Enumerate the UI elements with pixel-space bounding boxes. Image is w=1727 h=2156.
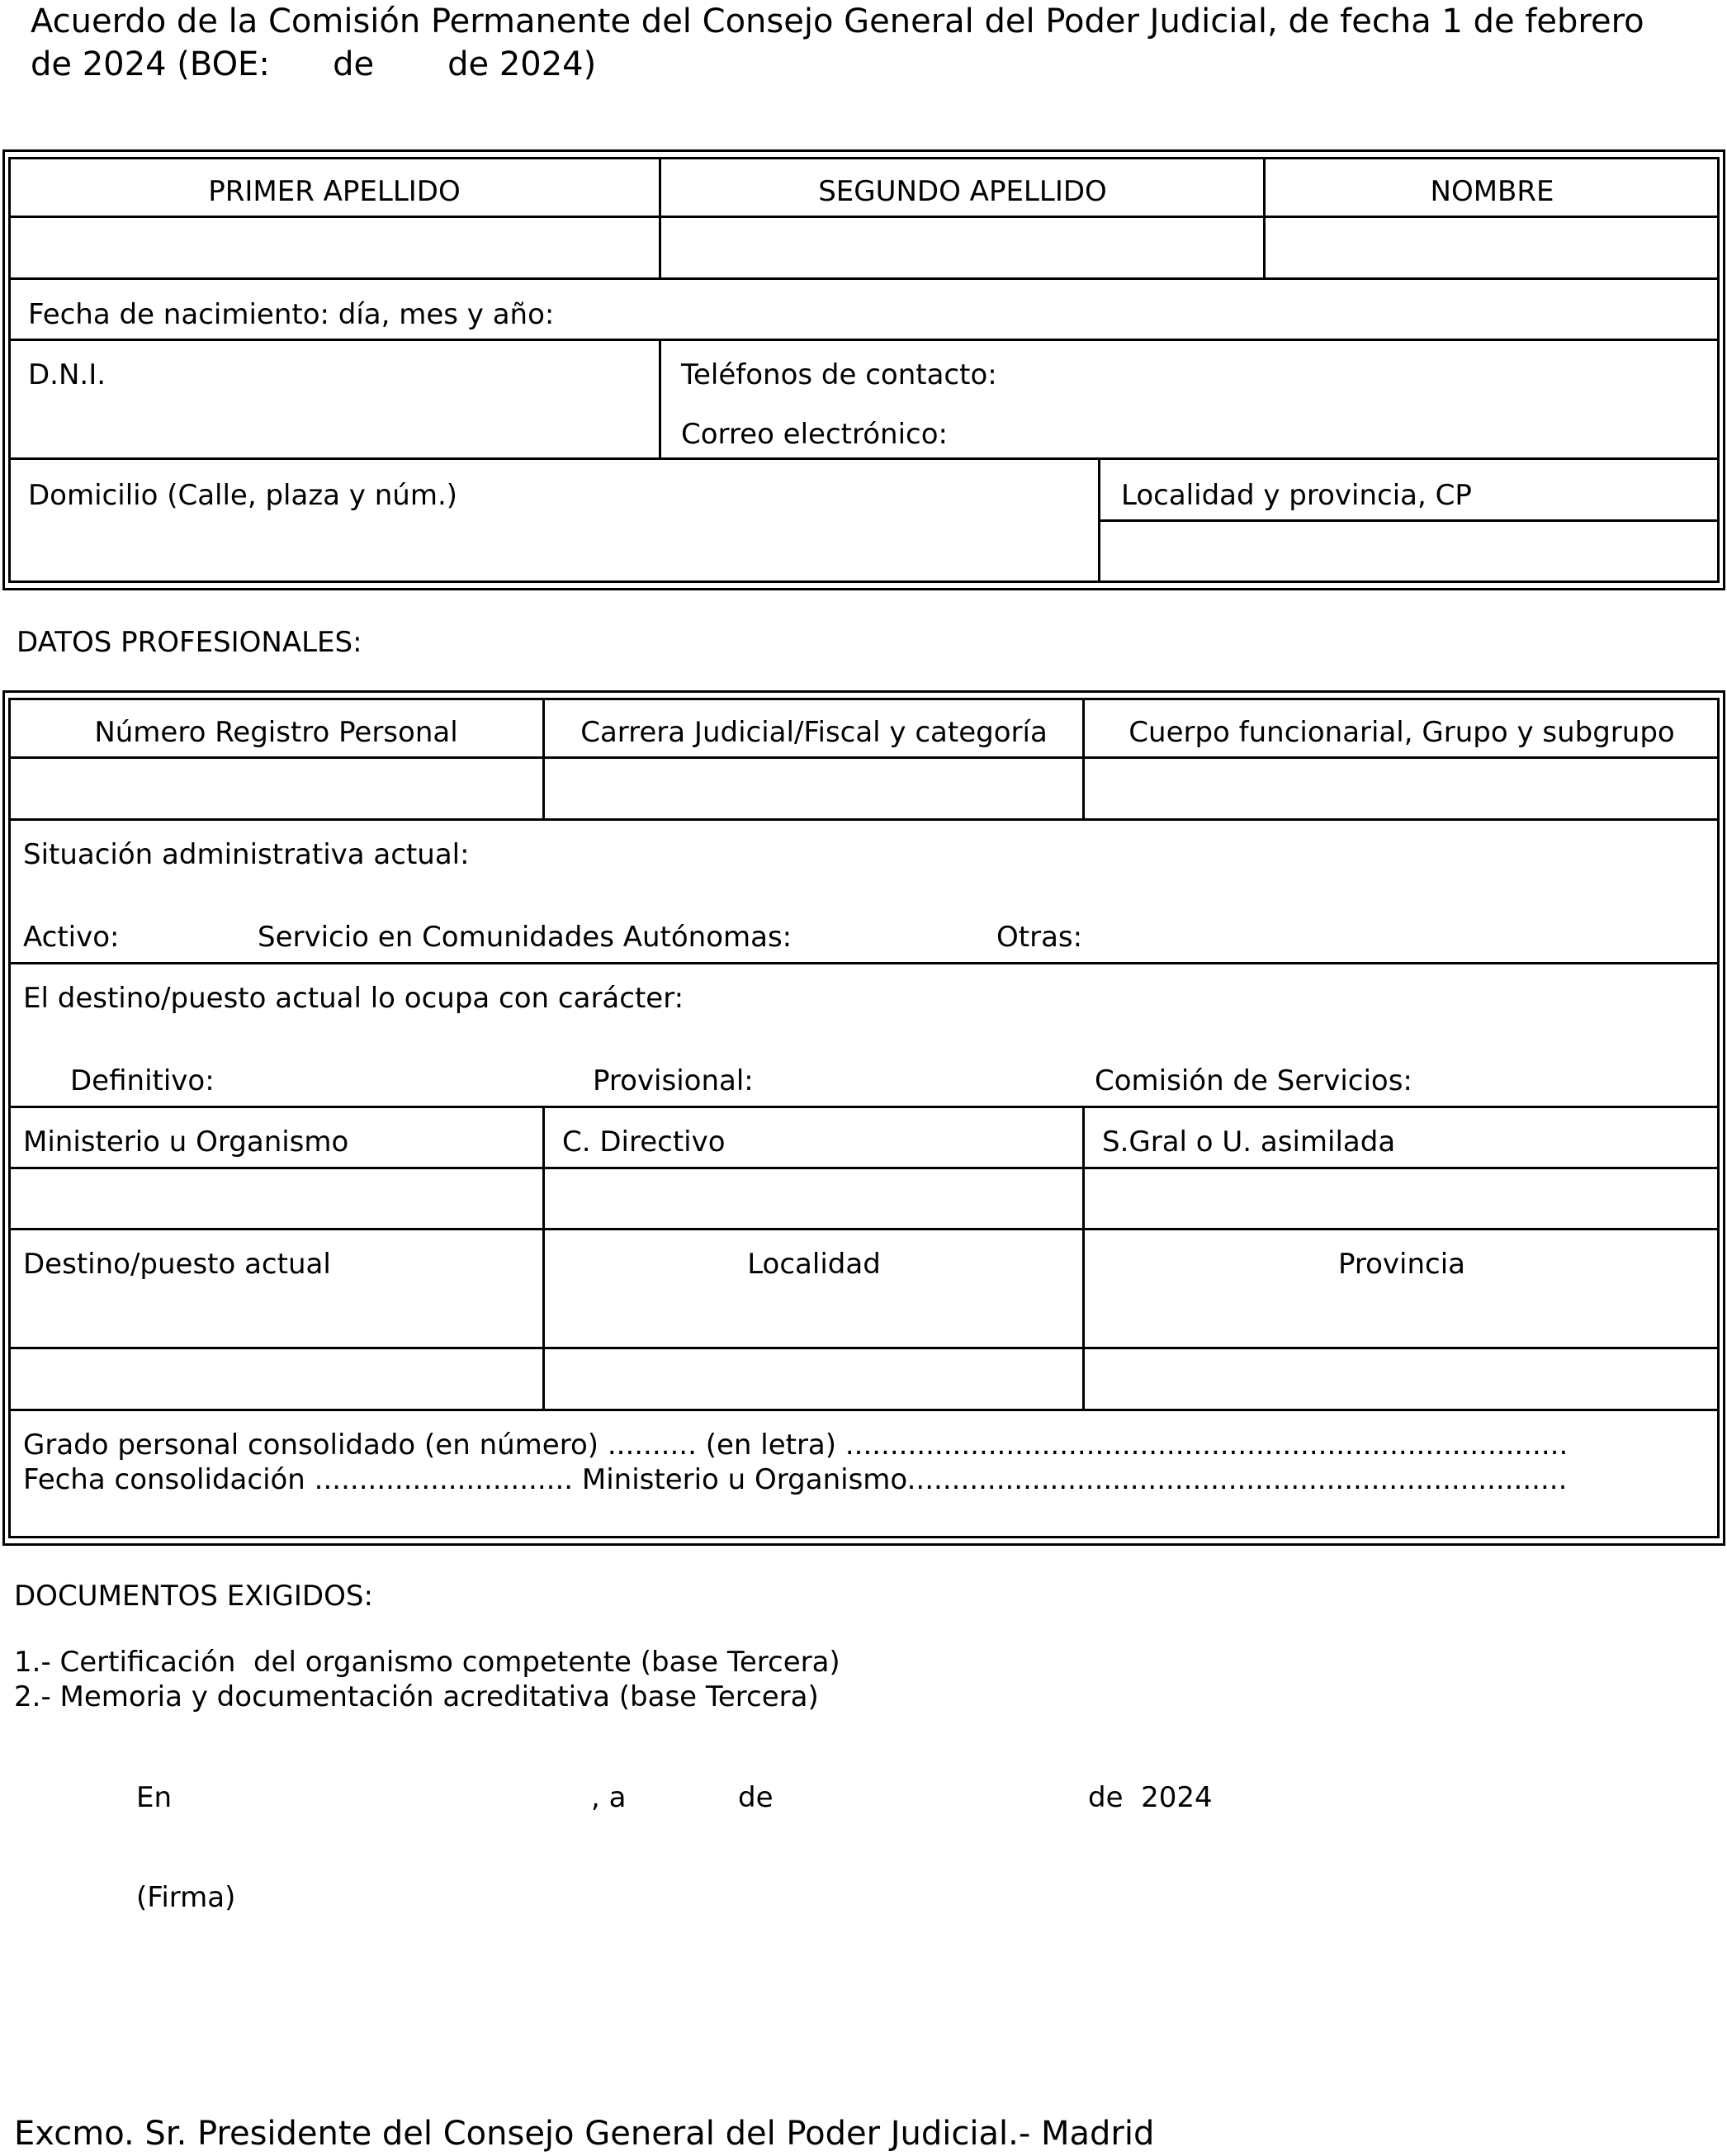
- activo-label: Activo:: [23, 921, 120, 954]
- rule: [8, 457, 1720, 460]
- fecha-de-label: de: [738, 1781, 774, 1814]
- destinatario-line: Excmo. Sr. Presidente del Consejo General del Poder Judicial.- Madrid: [14, 2115, 1155, 2153]
- rule: [659, 339, 661, 459]
- professional-table-inner-border: [8, 698, 1720, 1538]
- provisional-label: Provisional:: [593, 1064, 754, 1097]
- situacion-administrativa-label: Situación administrativa actual:: [23, 838, 470, 871]
- grado-personal-line: Grado personal consolidado (en número) .......... (en letra) .................................................................................: [23, 1429, 1568, 1462]
- document-title-line-1: Acuerdo de la Comisión Permanente del Consejo General del Poder Judicial, de fecha 1 de febrero: [31, 2, 1644, 40]
- centro-directivo-label: C. Directivo: [562, 1125, 726, 1159]
- centro-directivo-field[interactable]: [545, 1169, 1082, 1228]
- primer-apellido-field[interactable]: [11, 218, 659, 277]
- localidad-field[interactable]: [545, 1349, 1082, 1409]
- fecha-anio-label: de 2024: [1088, 1781, 1213, 1814]
- destino-puesto-field[interactable]: [11, 1349, 542, 1409]
- documento-item-2: 2.- Memoria y documentación acreditativa (base Tercera): [14, 1680, 819, 1713]
- telefonos-label: Teléfonos de contacto:: [681, 358, 997, 391]
- destino-puesto-label: Destino/puesto actual: [23, 1248, 331, 1281]
- correo-label: Correo electrónico:: [681, 418, 948, 451]
- segundo-apellido-field[interactable]: [661, 218, 1263, 277]
- rule: [8, 1106, 1720, 1108]
- rule: [8, 1409, 1720, 1411]
- fecha-consolidacion-line: Fecha consolidación ............................. Ministerio u Organismo..........................................................................: [23, 1463, 1568, 1496]
- localidad-provincia-label: Localidad y provincia, CP: [1121, 479, 1472, 512]
- dni-label: D.N.I.: [28, 358, 106, 391]
- domicilio-label: Domicilio (Calle, plaza y núm.): [28, 479, 458, 512]
- ministerio-organismo-field[interactable]: [11, 1169, 542, 1228]
- provincia-field[interactable]: [1085, 1349, 1718, 1409]
- datos-profesionales-heading: DATOS PROFESIONALES:: [17, 626, 362, 659]
- comision-servicios-label: Comisión de Servicios:: [1095, 1064, 1412, 1097]
- documento-item-1: 1.- Certificación del organismo competente (base Tercera): [14, 1646, 840, 1679]
- definitivo-label: Definitivo:: [70, 1064, 215, 1097]
- primer-apellido-label: PRIMER APELLIDO: [208, 175, 461, 208]
- servicio-ccaa-label: Servicio en Comunidades Autónomas:: [258, 921, 793, 954]
- rule: [8, 1228, 1720, 1230]
- lugar-en-label: En: [136, 1781, 173, 1814]
- firma-label: (Firma): [136, 1881, 236, 1914]
- carrera-categoria-label: Carrera Judicial/Fiscal y categoría: [580, 716, 1048, 749]
- rule: [8, 277, 1720, 280]
- provincia-label: Provincia: [1337, 1248, 1466, 1281]
- nombre-field[interactable]: [1266, 218, 1718, 277]
- rule: [8, 339, 1720, 341]
- cuerpo-grupo-label: Cuerpo funcionarial, Grupo y subgrupo: [1128, 716, 1675, 749]
- documentos-exigidos-heading: DOCUMENTOS EXIGIDOS:: [14, 1580, 373, 1613]
- cuerpo-grupo-field[interactable]: [1085, 759, 1718, 818]
- registro-personal-field[interactable]: [11, 759, 542, 818]
- rule: [8, 818, 1720, 821]
- fecha-a-label: , a: [591, 1781, 627, 1814]
- nombre-label: NOMBRE: [1430, 175, 1554, 208]
- localidad-provincia-field[interactable]: [1100, 522, 1718, 581]
- segundo-apellido-label: SEGUNDO APELLIDO: [818, 175, 1107, 208]
- otras-label: Otras:: [996, 921, 1083, 954]
- registro-personal-label: Número Registro Personal: [94, 716, 458, 749]
- sgral-field[interactable]: [1085, 1169, 1718, 1228]
- rule: [8, 962, 1720, 964]
- caracter-destino-label: El destino/puesto actual lo ocupa con carácter:: [23, 982, 684, 1015]
- sgral-label: S.Gral o U. asimilada: [1102, 1125, 1396, 1159]
- document-title-line-2: de 2024 (BOE: de de 2024): [31, 45, 597, 83]
- fecha-nacimiento-label: Fecha de nacimiento: día, mes y año:: [28, 298, 555, 331]
- localidad-label: Localidad: [747, 1248, 881, 1281]
- ministerio-organismo-label: Ministerio u Organismo: [23, 1125, 349, 1159]
- carrera-categoria-field[interactable]: [545, 759, 1082, 818]
